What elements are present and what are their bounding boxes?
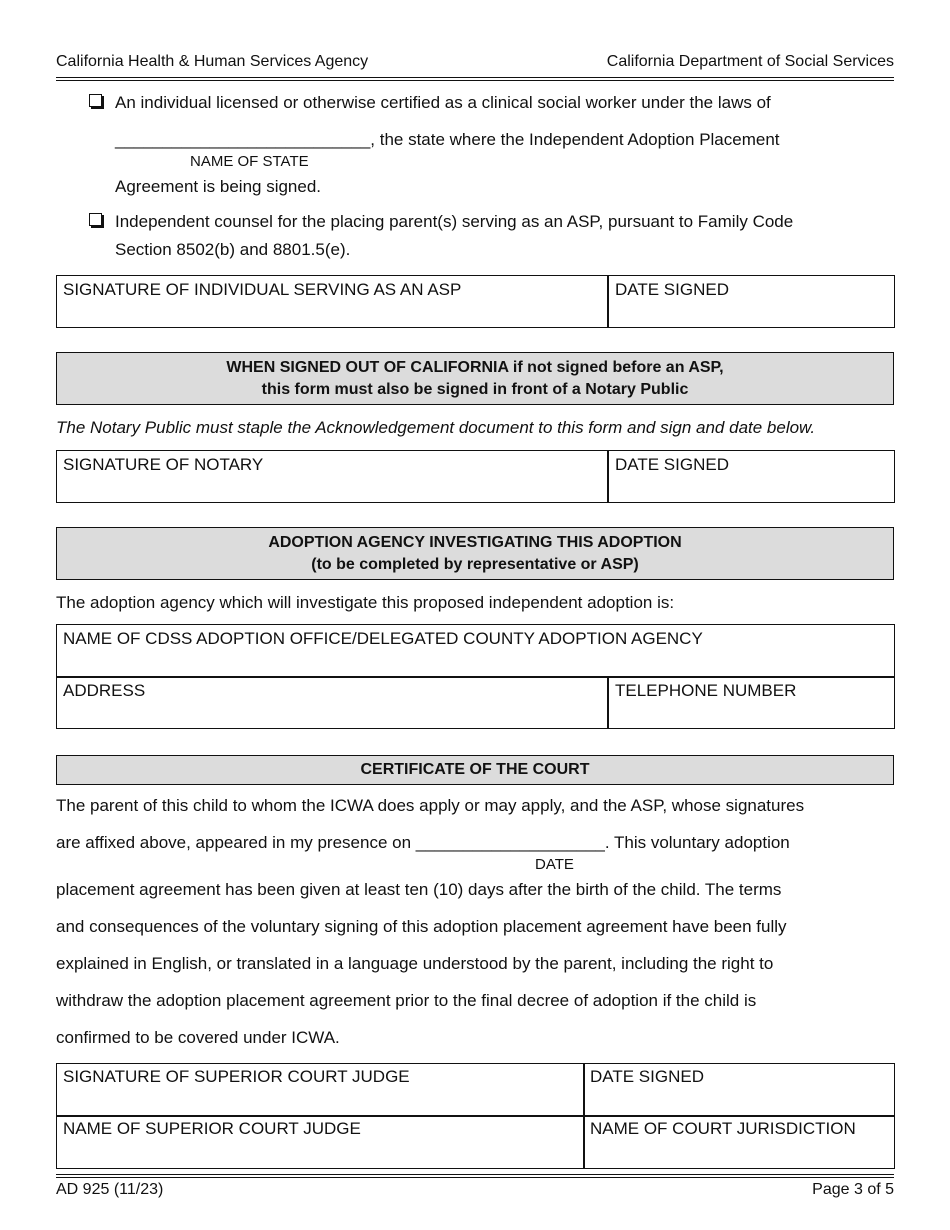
court-text-line3: placement agreement has been given at least ten (10) days after the birth of the child. The terms	[56, 880, 782, 899]
date-caption: DATE	[535, 856, 574, 873]
independent-counsel-checkbox[interactable]	[89, 213, 102, 226]
court-table-row-divider	[56, 1115, 895, 1117]
agency-telephone-field[interactable]: TELEPHONE NUMBER	[615, 681, 797, 700]
notary-banner	[56, 352, 894, 405]
footer-form-id: AD 925 (11/23)	[56, 1181, 164, 1198]
court-text-line4: and consequences of the voluntary signing of this adoption placement agreement have been fully	[56, 917, 787, 936]
notary-signature-field[interactable]: SIGNATURE OF NOTARY	[63, 455, 264, 474]
court-jurisdiction-field[interactable]: NAME OF COURT JURISDICTION	[590, 1119, 856, 1138]
agency-banner	[56, 527, 894, 580]
court-text-line7: confirmed to be covered under ICWA.	[56, 1028, 340, 1047]
asp-date-field[interactable]: DATE SIGNED	[615, 280, 729, 299]
clinical-social-worker-text-1: An individual licensed or otherwise certified as a clinical social worker under the laws of	[115, 93, 771, 112]
court-text-line2: are affixed above, appeared in my presence on ____________________. This voluntary adoption	[56, 833, 790, 852]
asp-table-divider	[607, 275, 609, 328]
court-text-line5: explained in English, or translated in a language understood by the parent, including the right to	[56, 954, 774, 973]
agency-banner-line2: (to be completed by representative or ASP)	[311, 556, 639, 573]
footer-page-number: Page 3 of 5	[812, 1181, 894, 1198]
header-rule-bottom	[56, 80, 894, 81]
judge-name-field[interactable]: NAME OF SUPERIOR COURT JUDGE	[63, 1119, 361, 1138]
judge-signature-field[interactable]: SIGNATURE OF SUPERIOR COURT JUDGE	[63, 1067, 410, 1086]
agency-intro: The adoption agency which will investigate this proposed independent adoption is:	[56, 593, 675, 612]
independent-counsel-text-2: Section 8502(b) and 8801.5(e).	[115, 240, 351, 259]
court-text-line6: withdraw the adoption placement agreement prior to the final decree of adoption if the child is	[56, 991, 757, 1010]
notary-instruction: The Notary Public must staple the Acknowledgement document to this form and sign and date below.	[56, 418, 816, 437]
judge-date-field[interactable]: DATE SIGNED	[590, 1067, 704, 1086]
clinical-social-worker-text-3: Agreement is being signed.	[115, 177, 322, 196]
header-agency: California Health & Human Services Agency	[56, 53, 369, 70]
court-table-col-divider	[583, 1063, 585, 1169]
agency-address-field[interactable]: ADDRESS	[63, 681, 146, 700]
notary-date-field[interactable]: DATE SIGNED	[615, 455, 729, 474]
name-of-state-caption: NAME OF STATE	[190, 153, 309, 170]
header-rule-top	[56, 77, 894, 78]
court-banner-title: CERTIFICATE OF THE COURT	[360, 761, 590, 778]
notary-table-divider	[607, 450, 609, 503]
agency-table-col-divider	[607, 676, 609, 729]
asp-signature-field[interactable]: SIGNATURE OF INDIVIDUAL SERVING AS AN ASP	[63, 280, 462, 299]
notary-banner-line1: WHEN SIGNED OUT OF CALIFORNIA if not signed before an ASP,	[226, 359, 724, 376]
agency-banner-line1: ADOPTION AGENCY INVESTIGATING THIS ADOPTION	[268, 534, 682, 551]
clinical-social-worker-checkbox[interactable]	[89, 94, 102, 107]
state-blank-line[interactable]: ___________________________, the state where the Independent Adoption Placement	[115, 130, 780, 149]
court-text-line1: The parent of this child to whom the ICWA does apply or may apply, and the ASP, whose signatures	[56, 796, 805, 815]
header-department: California Department of Social Services	[606, 53, 894, 70]
footer-rule-top	[56, 1174, 894, 1175]
court-banner	[56, 755, 894, 785]
agency-table-row-divider	[56, 676, 895, 678]
agency-name-field[interactable]: NAME OF CDSS ADOPTION OFFICE/DELEGATED COUNTY ADOPTION AGENCY	[63, 629, 703, 648]
independent-counsel-text-1: Independent counsel for the placing parent(s) serving as an ASP, pursuant to Family Code	[115, 212, 794, 231]
notary-banner-line2: this form must also be signed in front of a Notary Public	[261, 381, 689, 398]
footer-rule-bottom	[56, 1177, 894, 1178]
